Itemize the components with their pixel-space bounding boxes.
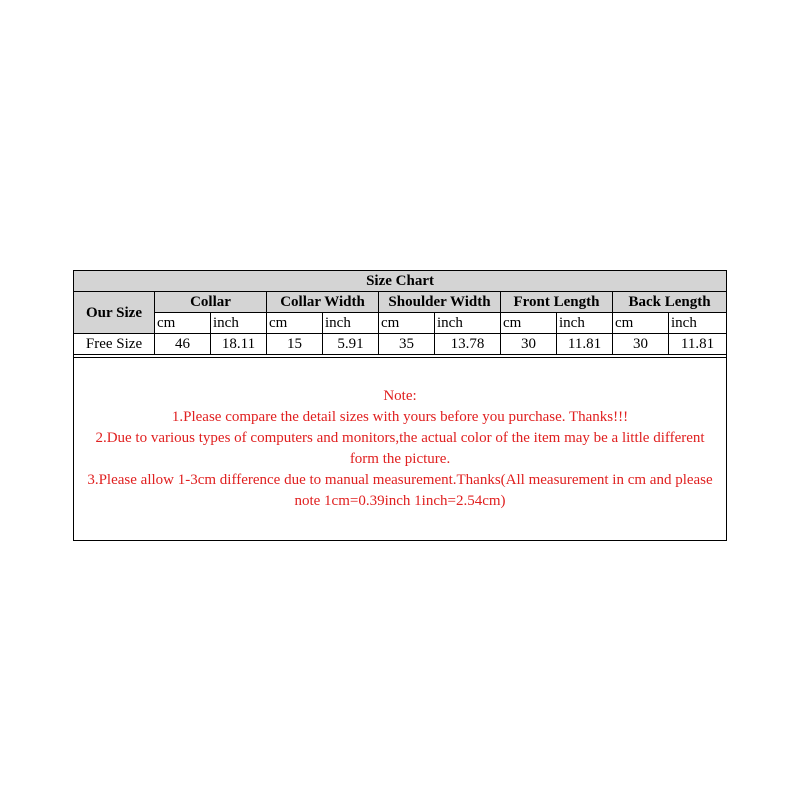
shoulder-width-inch-unit: inch bbox=[435, 313, 501, 334]
size-label-cell: Free Size bbox=[74, 334, 155, 355]
note-line-2: 2.Due to various types of computers and monitors,the actual color of the item may be a little different form the picture. bbox=[95, 430, 705, 467]
front-length-cm-unit: cm bbox=[501, 313, 557, 334]
shoulder-width-cm-value: 35 bbox=[379, 334, 435, 355]
note-heading: Note: bbox=[383, 388, 417, 404]
size-chart-title: Size Chart bbox=[74, 271, 727, 292]
back-length-inch-value: 11.81 bbox=[669, 334, 727, 355]
size-chart-table bbox=[73, 270, 727, 541]
front-length-header: Front Length bbox=[501, 292, 613, 313]
unit-row bbox=[74, 313, 727, 334]
collar-inch-unit: inch bbox=[211, 313, 267, 334]
note-line-3: 3.Please allow 1-3cm difference due to manual measurement.Thanks(All measurement in cm and please note 1cm=0.39inch 1inch=2.54cm) bbox=[87, 472, 713, 509]
table-row bbox=[74, 334, 727, 355]
column-header-row bbox=[74, 292, 727, 313]
collar-width-inch-unit: inch bbox=[323, 313, 379, 334]
collar-cm-unit: cm bbox=[155, 313, 211, 334]
our-size-header: Our Size bbox=[74, 292, 155, 334]
collar-width-header: Collar Width bbox=[267, 292, 379, 313]
collar-header: Collar bbox=[155, 292, 267, 313]
note-row bbox=[74, 358, 727, 541]
title-row bbox=[74, 271, 727, 292]
collar-inch-value: 18.11 bbox=[211, 334, 267, 355]
front-length-cm-value: 30 bbox=[501, 334, 557, 355]
shoulder-width-header: Shoulder Width bbox=[379, 292, 501, 313]
collar-width-inch-value: 5.91 bbox=[323, 334, 379, 355]
collar-width-cm-unit: cm bbox=[267, 313, 323, 334]
shoulder-width-cm-unit: cm bbox=[379, 313, 435, 334]
back-length-inch-unit: inch bbox=[669, 313, 727, 334]
front-length-inch-unit: inch bbox=[557, 313, 613, 334]
back-length-header: Back Length bbox=[613, 292, 727, 313]
front-length-inch-value: 11.81 bbox=[557, 334, 613, 355]
collar-width-cm-value: 15 bbox=[267, 334, 323, 355]
back-length-cm-unit: cm bbox=[613, 313, 669, 334]
back-length-cm-value: 30 bbox=[613, 334, 669, 355]
note-line-1: 1.Please compare the detail sizes with yours before you purchase. Thanks!!! bbox=[171, 409, 629, 425]
note-cell bbox=[74, 358, 727, 541]
collar-cm-value: 46 bbox=[155, 334, 211, 355]
shoulder-width-inch-value: 13.78 bbox=[435, 334, 501, 355]
